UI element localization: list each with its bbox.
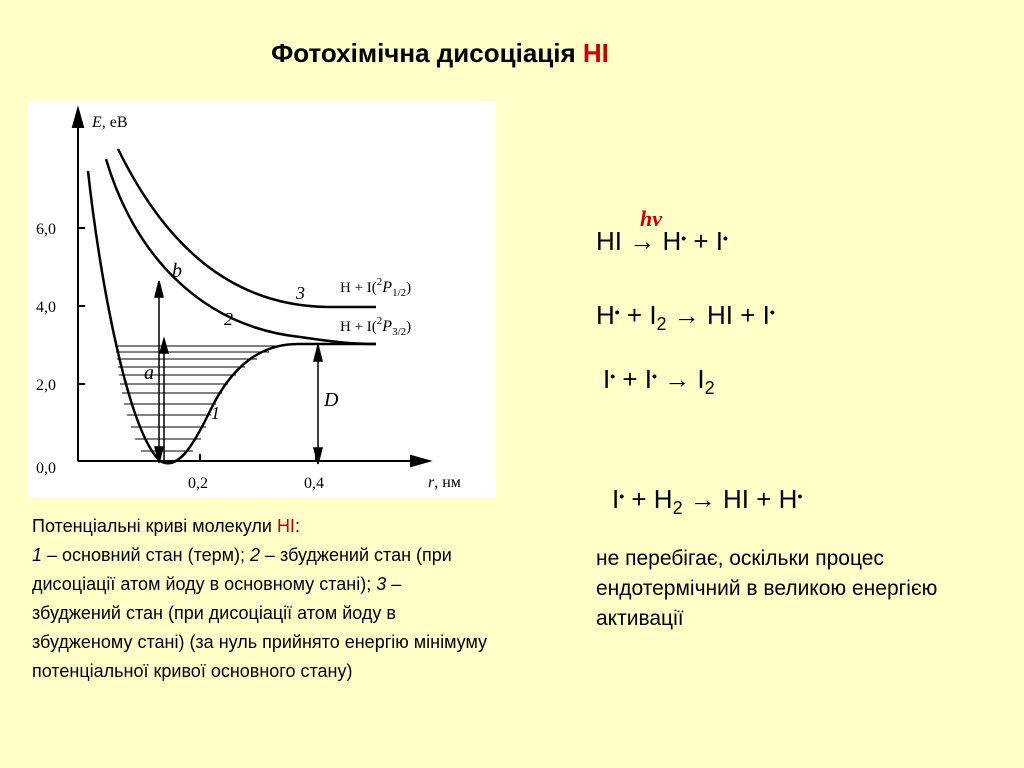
arrow-label-a: a bbox=[144, 362, 154, 384]
arrow-label-D: D bbox=[324, 389, 339, 411]
slide-title bbox=[0, 38, 880, 69]
potential-curves-diagram bbox=[28, 101, 496, 498]
curve-2-excited-state bbox=[106, 159, 376, 344]
x-tick-04: 0,4 bbox=[304, 475, 324, 492]
caption-num-1: 1 bbox=[32, 545, 43, 565]
x-tick-02: 0,2 bbox=[188, 475, 208, 492]
curve-label-2: 2 bbox=[224, 309, 233, 329]
y-axis-label: E, еВ bbox=[92, 114, 128, 131]
equation-2: $H^• + I_2$ → HI + I• bbox=[596, 300, 775, 334]
caption-text-3: – збуджений стан (при дисоціації атом йоду в збудженому стані) (за нуль прийнято енергію мінімуму потенціальної кривої основного стану) bbox=[32, 574, 488, 681]
diagram-caption bbox=[32, 512, 492, 686]
x-axis-label: r, нм bbox=[428, 474, 461, 491]
title-species: HI bbox=[582, 38, 609, 68]
equation-3: $I^• + I^• \to I_2$ bbox=[603, 364, 715, 398]
asymptote-label-2: $H + I(^2P_{3/2})$ bbox=[340, 315, 412, 338]
y-tick-0: 0,0 bbox=[36, 460, 56, 477]
y-tick-4: 4,0 bbox=[36, 299, 56, 316]
reaction-note: не перебігає, оскільки процес ендотермічний в великою енергією активації bbox=[596, 547, 938, 630]
curve-label-1: 1 bbox=[211, 403, 220, 423]
vibrational-levels bbox=[116, 346, 282, 451]
caption-line1: Потенціальні криві молекули bbox=[32, 516, 277, 536]
hnu-label: hν bbox=[640, 206, 662, 231]
caption-species: HI bbox=[276, 516, 295, 536]
asymptote-label-3: $H + I(^2P_{1/2})$ bbox=[340, 276, 412, 299]
caption-num-2: 2 bbox=[250, 545, 261, 565]
arrow-label-b: b bbox=[172, 260, 182, 282]
transition-arrows bbox=[155, 281, 322, 464]
y-tick-6: 6,0 bbox=[36, 221, 56, 238]
caption-num-3: 3 bbox=[376, 574, 387, 594]
y-tick-2: 2,0 bbox=[36, 377, 56, 394]
curve-3-excited-state bbox=[118, 149, 376, 307]
caption-text-1: – основний стан (терм); bbox=[42, 545, 251, 565]
title-text: Фотохімічна дисоціація bbox=[271, 38, 583, 68]
equation-1: HI → H• + I• bbox=[596, 226, 728, 256]
equation-4: $I^• + H_2$ → HI + H• bbox=[612, 484, 803, 518]
curve-label-3: 3 bbox=[296, 283, 305, 303]
caption-text-2: – збуджений стан (при дисоціації атом йоду в основному стані); bbox=[32, 545, 452, 594]
caption-colon: : bbox=[294, 516, 300, 536]
